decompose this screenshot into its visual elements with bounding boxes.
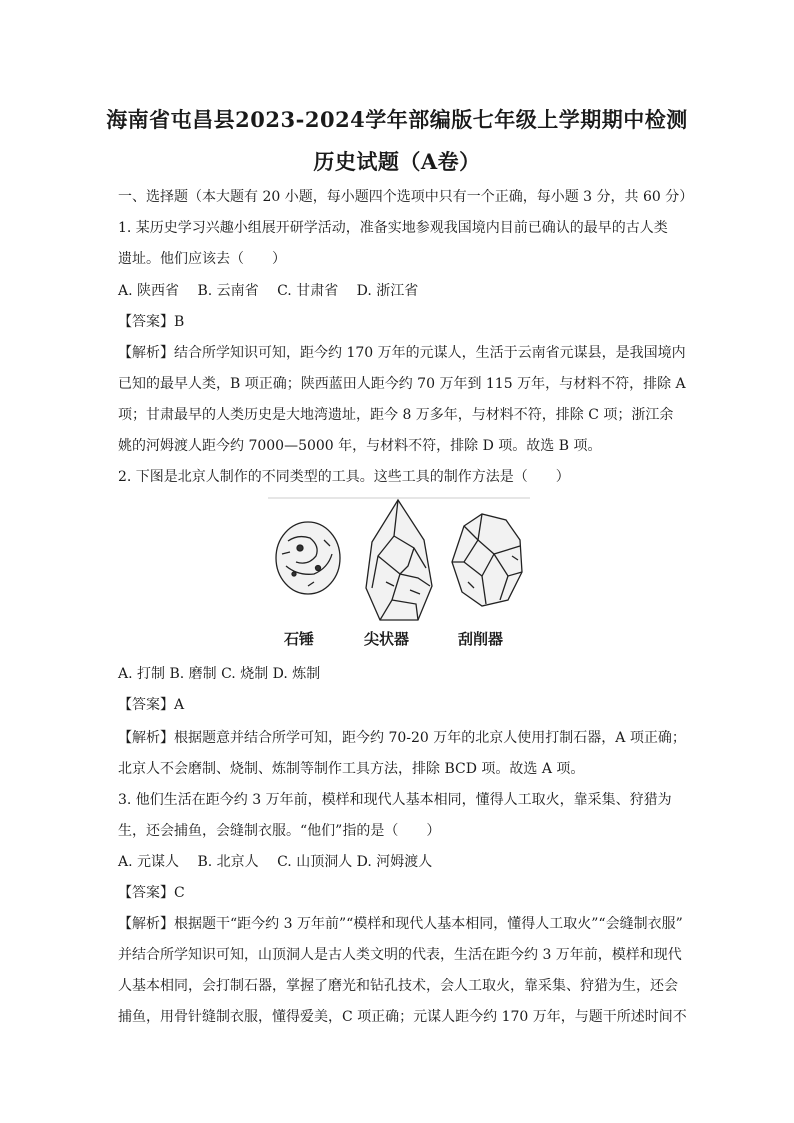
stone-tools-figure — [268, 496, 530, 656]
figure-label-pointed-tool: 尖状器 — [364, 630, 410, 648]
exam-title-line1: 海南省屯昌县2023-2024学年部编版七年级上学期期中检测 — [106, 107, 688, 132]
q1-explanation-line3: 项；甘肃最早的人类历史是大地湾遗址，距今 8 万多年，与材料不符，排除 C 项；浙江余 — [118, 407, 674, 423]
q2-explanation-line2: 北京人不会磨制、烧制、炼制等制作工具方法，排除 BCD 项。故选 A 项。 — [118, 761, 585, 777]
q3-explanation-line2: 并结合所学知识可知，山顶洞人是古人类文明的代表，生活在距今约 3 万年前，模样和现代 — [118, 947, 682, 963]
q1-explanation-line4: 姚的河姆渡人距今约 7000—5000 年，与材料不符，排除 D 项。故选 B 项。 — [118, 438, 602, 454]
q2-explanation-line1: 【解析】根据题意并结合所学可知，距今约 70-20 万年的北京人使用打制石器，A 项正确； — [118, 730, 686, 746]
q3-stem-line2: 生，还会捕鱼，会缝制衣服。“他们”指的是（ ） — [118, 823, 441, 839]
section-heading: 一、选择题（本大题有 20 小题，每小题四个选项中只有一个正确，每小题 3 分，共 60 分） — [118, 189, 694, 205]
figure-label-scraper: 刮削器 — [458, 630, 504, 648]
q1-stem-line2: 遗址。他们应该去（ ） — [118, 251, 286, 267]
q3-explanation-line1: 【解析】根据题干“距今约 3 万年前”“模样和现代人基本相同，懂得人工取火”“会缝制衣服” — [118, 916, 683, 932]
q3-explanation-line4: 捕鱼，用骨针缝制衣服，懂得爱美，C 项正确；元谋人距今约 170 万年，与题干所述时间不 — [118, 1009, 687, 1025]
q2-answer: 【答案】A — [118, 697, 185, 713]
q3-explanation-line3: 人基本相同，会打制石器，掌握了磨光和钻孔技术，会人工取火，靠采集、狩猎为生，还会 — [118, 978, 678, 994]
pointed-tool-drawing — [366, 500, 432, 620]
stone-hammer-drawing — [276, 522, 340, 594]
scraper-drawing — [452, 514, 522, 606]
exam-title-line2: 历史试题（A卷） — [313, 149, 481, 174]
q2-options: A. 打制 B. 磨制 C. 烧制 D. 炼制 — [118, 666, 321, 682]
q3-options: A. 元谋人 B. 北京人 C. 山顶洞人 D. 河姆渡人 — [118, 854, 433, 870]
q1-explanation-line1: 【解析】结合所学知识可知，距今约 170 万年的元谋人，生活于云南省元谋县，是我国境内 — [118, 345, 686, 361]
stone-tools-illustration — [268, 496, 530, 626]
q3-answer: 【答案】C — [118, 885, 185, 901]
q1-answer: 【答案】B — [118, 314, 185, 330]
q1-options: A. 陕西省 B. 云南省 C. 甘肃省 D. 浙江省 — [118, 283, 419, 299]
figure-label-stone-hammer: 石锤 — [284, 630, 315, 648]
q3-stem-line1: 3. 他们生活在距今约 3 万年前，模样和现代人基本相同，懂得人工取火，靠采集、狩猎为 — [118, 792, 672, 808]
q2-stem: 2. 下图是北京人制作的不同类型的工具。这些工具的制作方法是（ ） — [118, 469, 570, 485]
q1-explanation-line2: 已知的最早人类，B 项正确；陕西蓝田人距今约 70 万年到 115 万年，与材料不符，排除 A — [118, 376, 686, 392]
q1-stem-line1: 1. 某历史学习兴趣小组展开研学活动，准备实地参观我国境内目前已确认的最早的古人类 — [118, 220, 668, 236]
